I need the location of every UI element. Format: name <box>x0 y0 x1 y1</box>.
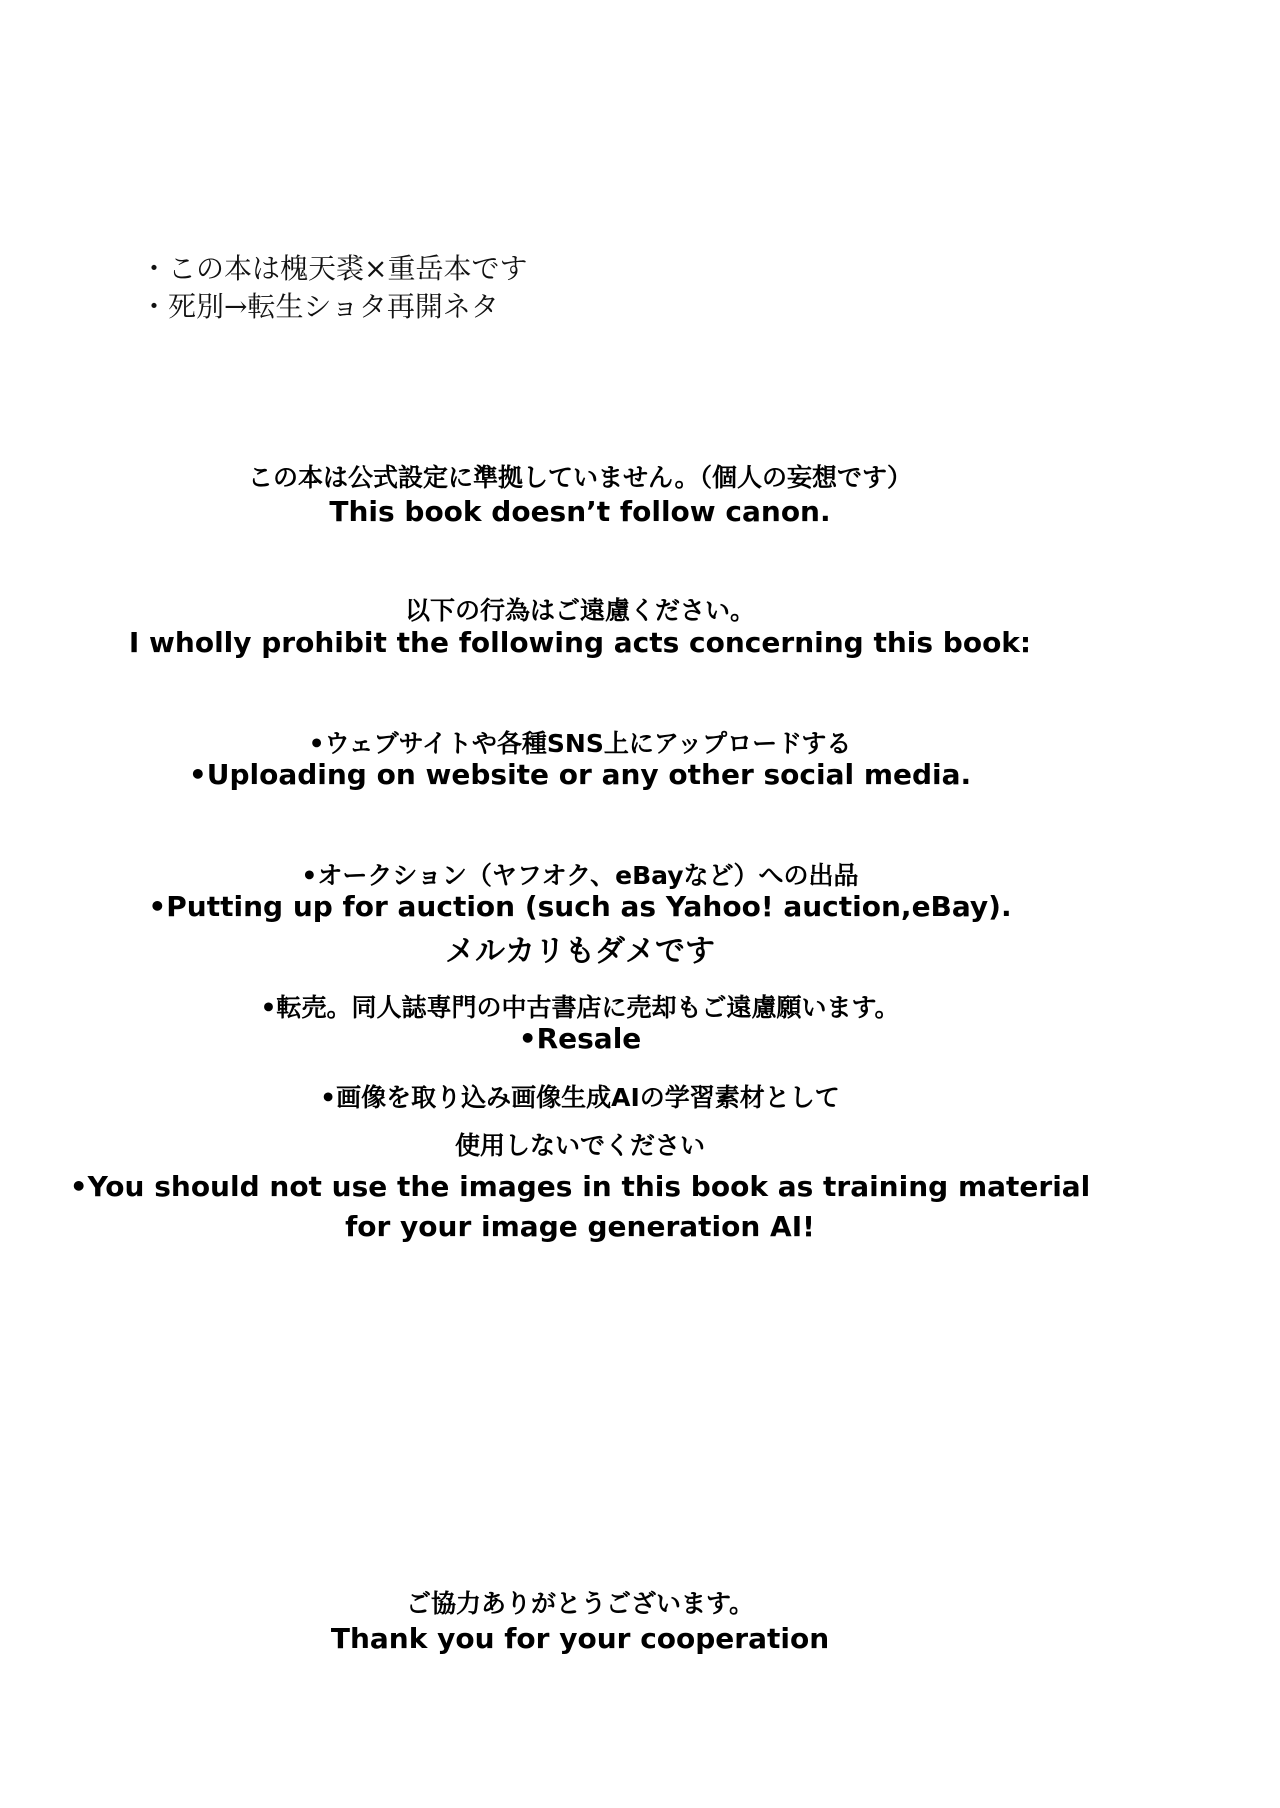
auction-item-jp: •オークション（ヤフオク、eBayなど）への出品 <box>301 861 859 890</box>
resale-item-en: •Resale <box>518 1022 642 1055</box>
upload-item-jp: •ウェブサイトや各種SNS上にアップロードする <box>308 729 852 758</box>
prohibit-heading-en: I wholly prohibit the following acts concerning this book: <box>128 626 1032 659</box>
ai-item-en-line1: •You should not use the images in this book as training material <box>69 1170 1091 1203</box>
resale-item-jp: •転売。同人誌専門の中古書店に売却もご遠慮願います。 <box>260 993 900 1022</box>
prohibit-heading-jp: 以下の行為はご遠慮ください。 <box>404 596 755 625</box>
upload-item-en: •Uploading on website or any other social media. <box>188 758 972 791</box>
ai-item-jp-line2: 使用しないでください <box>454 1131 705 1160</box>
canon-notice-jp: この本は公式設定に準拠していません。（個人の妄想です） <box>247 463 912 492</box>
ai-item-jp-line1: •画像を取り込み画像生成AIの学習素材として <box>320 1083 840 1112</box>
auction-item-note: メルカリもダメです <box>445 934 715 969</box>
canon-notice-en: This book doesn’t follow canon. <box>329 495 831 528</box>
ai-item-en-line2: for your image generation AI! <box>345 1210 815 1243</box>
intro-pairing-note: ・この本は槐天裘×重岳本です <box>140 252 528 285</box>
intro-notes <box>140 250 527 326</box>
thanks-jp: ご協力ありがとうございます。 <box>405 1589 754 1618</box>
thanks-en: Thank you for your cooperation <box>330 1622 830 1655</box>
auction-item-en: •Putting up for auction (such as Yahoo! auction,eBay). <box>148 890 1012 923</box>
intro-story-note: ・死別→転生ショタ再開ネタ <box>140 290 499 323</box>
